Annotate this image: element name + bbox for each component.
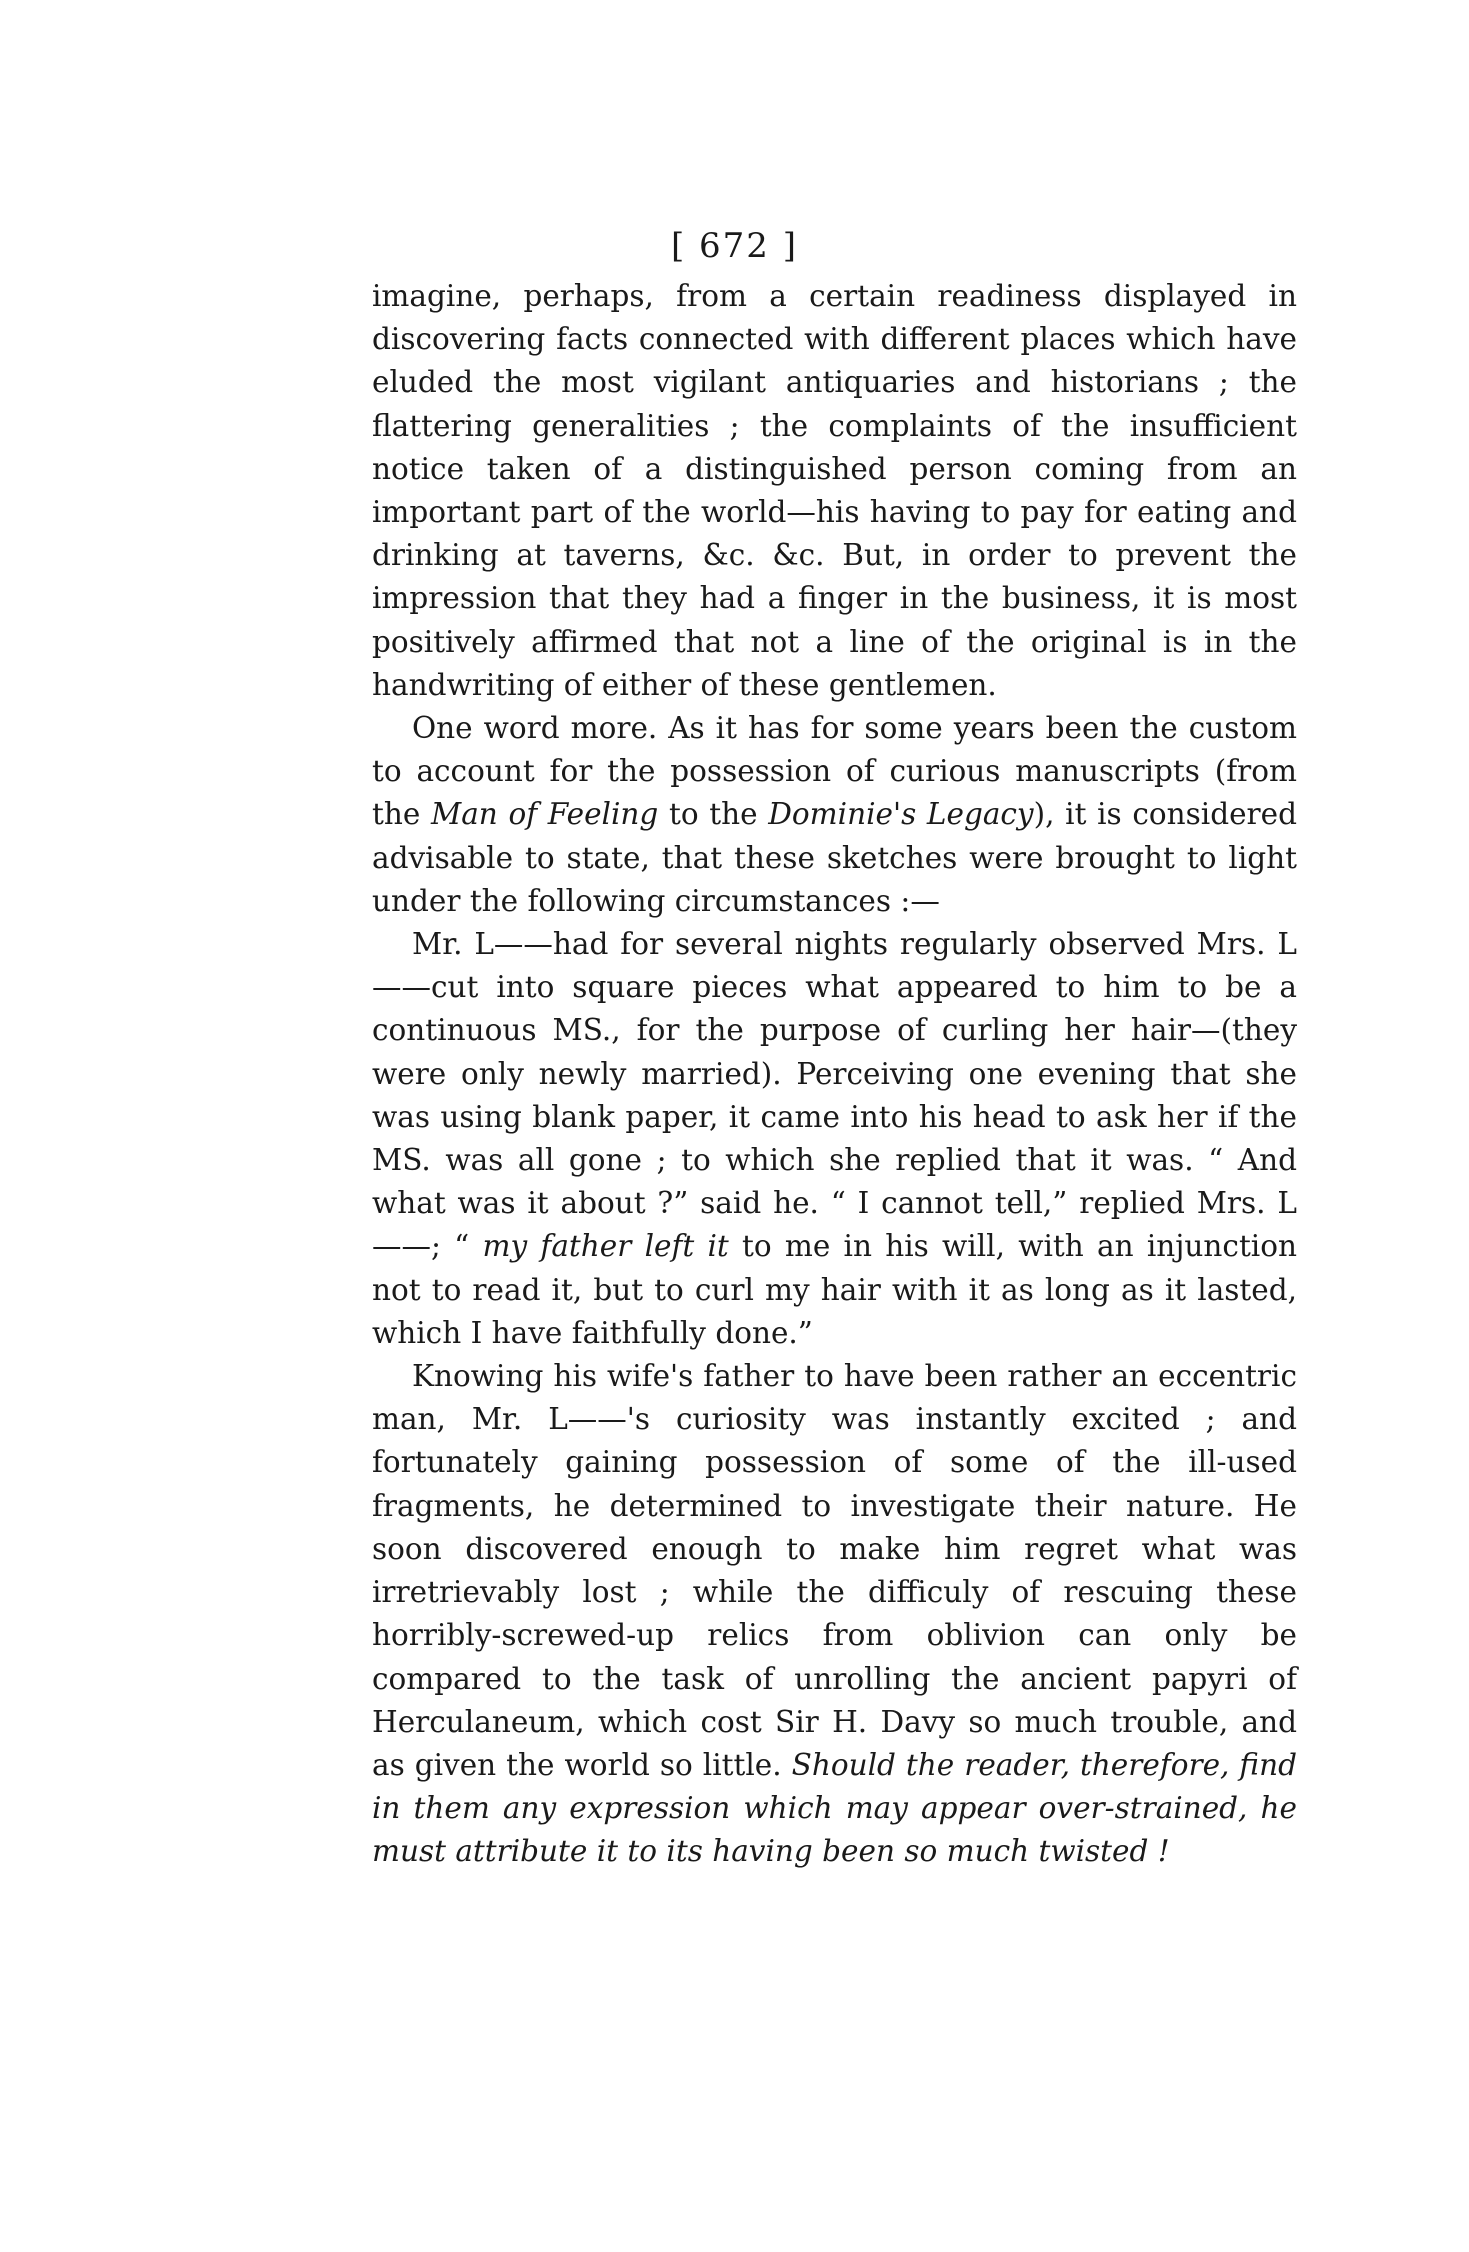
page-number: [ 672 ]: [670, 226, 799, 266]
paragraph-text: Mr. L——had for several nights regularly observed Mrs. L——cut into square pieces what appeared to him to be a continuous MS., for the purpose of curling her hair—(they were only newly married). Perceiving one evening that she was using blank paper, it came into his head to ask her if the MS. was all gone ; to which she replied that it was. “ And what was it about ?” said he. “ I cannot tell,” replied Mrs. L——; “: [372, 927, 1297, 1264]
body-text: [372, 275, 1297, 1874]
italic-phrase: my father left it: [482, 1229, 729, 1264]
paragraph-continuation: imagine, perhaps, from a certain readiness displayed in discovering facts connected with different places which have eluded the most vigilant antiquaries and historians ; the flattering generalities ; the complaints of the insufficient notice taken of a distinguished person coming from an important part of the world—his having to pay for eating and drinking at taverns, &c. &c. But, in order to prevent the impression that they had a finger in the business, it is most positively affirmed that not a line of the original is in the handwriting of either of these gentlemen.: [372, 279, 1297, 702]
paragraph-text: Knowing his wife's father to have been rather an eccentric man, Mr. L——'s curiosity was instantly excited ; and fortunately gaining possession of some of the ill-used fragments, he determined to investigate their nature. He soon discovered enough to make him regret what was irretrievably lost ; while the difficuly of rescuing these horribly-screwed-up relics from oblivion can only be compared to the task of unrolling the ancient papyri of Herculaneum, which cost Sir H. Davy so much trouble, and as given the world so little.: [372, 1359, 1297, 1782]
paragraph-one-word-more: [372, 707, 1297, 923]
book-title-dominies-legacy: Dominie's Legacy: [768, 797, 1034, 832]
book-title-man-of-feeling: Man of Feeling: [430, 797, 659, 832]
italic-closing-sentence: Should the reader, therefore, find in them any expression which may appear over-strained, he must attribute it to its having been so much twisted !: [372, 1747, 1297, 1869]
paragraph-text: ), it is considered advisable to state, that these sketches were brought to light under the following circumstances :—: [372, 797, 1297, 918]
paragraph-text: to the: [658, 797, 769, 832]
paragraph-knowing-his-wife: [372, 1355, 1297, 1873]
paragraph-text: One word more. As it has for some years been the custom to account for the possession of curious manuscripts (from the: [372, 711, 1297, 832]
paragraph-mr-l: [372, 923, 1297, 1355]
paragraph-text: to me in his will, with an injunction not to read it, but to curl my hair with it as long as it lasted, which I have faithfully done.”: [372, 1229, 1297, 1350]
